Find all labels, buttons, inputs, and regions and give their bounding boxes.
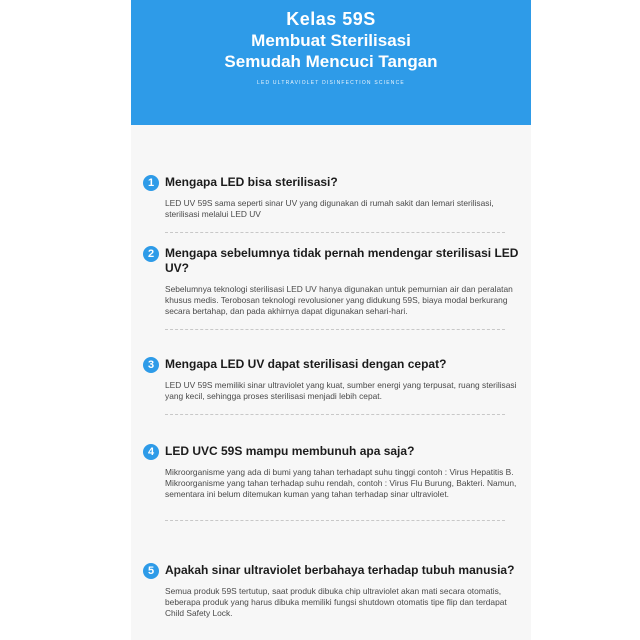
number-badge-5: 5 (143, 563, 159, 579)
number-badge-2: 2 (143, 246, 159, 262)
faq-answer-3: LED UV 59S memiliki sinar ultraviolet yang kuat, sumber energi yang terpusat, ruang sterilisasi yang kecil, sehingga proses sterilisasi menjadi lebih cepat. (165, 380, 517, 401)
faq-question-3: Mengapa LED UV dapat sterilisasi dengan cepat? (165, 357, 447, 371)
dashed-divider (165, 414, 505, 415)
faq-question-1: Mengapa LED bisa sterilisasi? (165, 175, 338, 189)
dashed-divider (165, 520, 505, 521)
faq-answer-2: Sebelumnya teknologi sterilisasi LED UV hanya digunakan untuk pemurnian air dan peralatan khusus medis. Terobosan teknologi revolusioner yang didukung 59S, biaya modal berkurang secara bertahap, dan pada akhirnya dapat digunakan sehari-hari. (165, 284, 513, 316)
content-card (131, 0, 531, 640)
faq-item-3 (143, 357, 519, 415)
dashed-divider (165, 329, 505, 330)
faq-item-1 (143, 175, 519, 233)
faq-question-5: Apakah sinar ultraviolet berbahaya terhadap tubuh manusia? (165, 563, 515, 577)
faq-item-4 (143, 444, 519, 521)
number-badge-4: 4 (143, 444, 159, 460)
number-badge-1: 1 (143, 175, 159, 191)
hero-title: Kelas 59S (286, 9, 376, 29)
faq-item-2 (143, 246, 519, 330)
faq-answer-1: LED UV 59S sama seperti sinar UV yang digunakan di rumah sakit dan lemari sterilisasi, sterilisasi melalui LED UV (165, 198, 494, 219)
hero-tagline: LED ULTRAVIOLET DISINFECTION SCIENCE (257, 80, 405, 86)
hero-subtitle-line2: Semudah Mencuci Tangan (224, 52, 438, 71)
faq-question-2: Mengapa sebelumnya tidak pernah mendengar sterilisasi LED UV? (165, 246, 519, 275)
dashed-divider (165, 232, 505, 233)
faq-item-5 (143, 563, 519, 619)
hero-subtitle-line1: Membuat Sterilisasi (251, 31, 411, 50)
number-badge-3: 3 (143, 357, 159, 373)
faq-answer-5: Semua produk 59S tertutup, saat produk dibuka chip ultraviolet akan mati secara otomatis, beberapa produk yang harus dibuka memiliki fungsi shutdown otomatis tipe flip dan terdapat Child Safety Lock. (165, 586, 507, 618)
faq-question-4: LED UVC 59S mampu membunuh apa saja? (165, 444, 415, 458)
faq-answer-4: Mikroorganisme yang ada di bumi yang tahan terhadapt suhu tinggi contoh : Virus Hepatitis B. Mikroorganisme yang tahan terhadap suhu rendah, contoh : Virus Flu Burung, Bakteri. Namun, sementara ini belum ditemukan kuman yang tahan terhadap sinar ultraviolet. (165, 467, 517, 499)
hero-banner (131, 0, 531, 125)
